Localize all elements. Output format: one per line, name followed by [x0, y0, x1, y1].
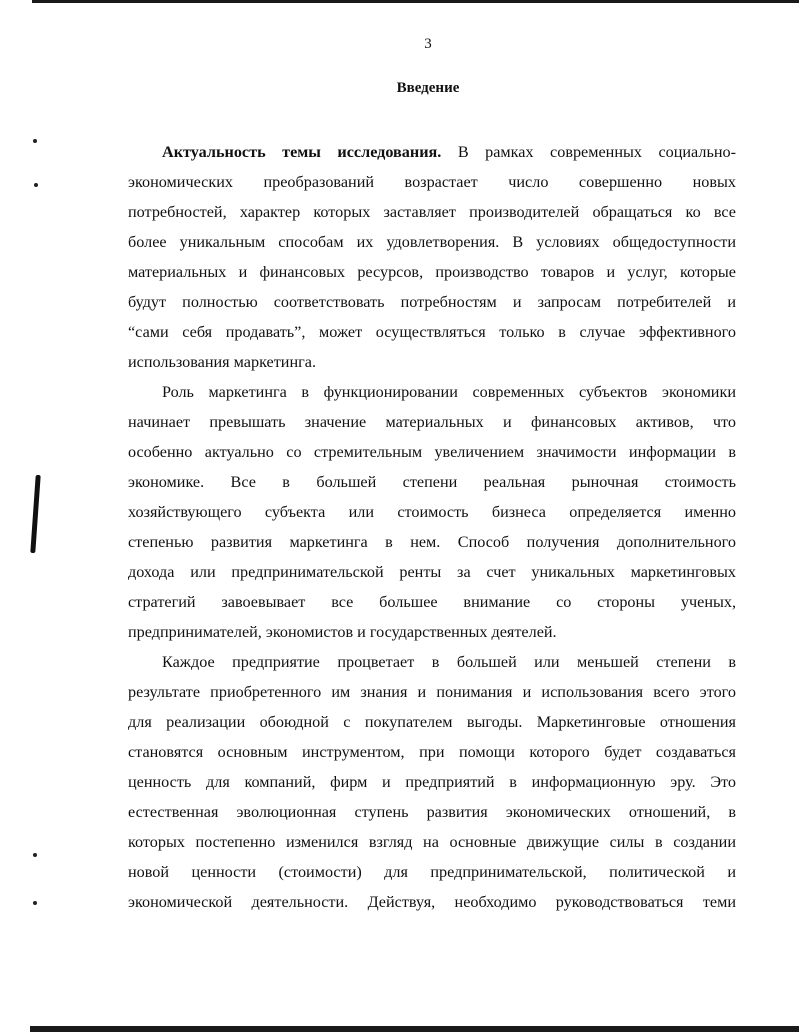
body-text — [128, 137, 736, 917]
text-line: ценность для компаний, фирм и предприятий в информационную эру. Это — [128, 773, 736, 791]
text-line: дохода или предпринимательской ренты за счет уникальных маркетинговых — [128, 563, 736, 581]
margin-dot — [33, 853, 37, 857]
text-line: степенью развития маркетинга в нем. Способ получения дополнительного — [128, 533, 736, 551]
text-line: результате приобретенного им знания и понимания и использования всего этого — [128, 683, 736, 701]
text-line: Роль маркетинга в функционировании современных субъектов экономики — [162, 383, 736, 401]
section-heading: Введение — [396, 80, 460, 96]
text-line-content: В рамках современных социально- — [441, 143, 736, 161]
text-line: потребностей, характер которых заставляет производителей обращаться ко все — [128, 203, 736, 221]
scan-bottom-border — [30, 1026, 799, 1032]
text-line: “сами себя продавать”, может осуществляться только в случае эффективного — [128, 323, 736, 341]
text-line: экономических преобразований возрастает число совершенно новых — [128, 173, 736, 191]
text-line: хозяйствующего субъекта или стоимость бизнеса определяется именно — [128, 503, 736, 521]
text-line: материальных и финансовых ресурсов, производство товаров и услуг, которые — [128, 263, 736, 281]
text-line: естественная эволюционная ступень развития экономических отношений, в — [128, 803, 736, 821]
text-line: стратегий завоевывает все большее внимание со стороны ученых, — [128, 593, 736, 611]
text-line: которых постепенно изменился взгляд на основные движущие силы в создании — [128, 833, 736, 851]
text-line: Каждое предприятие процветает в большей или меньшей степени в — [162, 653, 736, 671]
text-line — [128, 137, 736, 167]
scan-top-border — [32, 0, 799, 3]
margin-dot — [34, 183, 38, 187]
paragraph-lead-phrase: Актуальность темы исследования. — [162, 143, 442, 161]
text-line: будут полностью соответствовать потребностям и запросам потребителей и — [128, 293, 736, 311]
text-line: для реализации обоюдной с покупателем выгоды. Маркетинговые отношения — [128, 713, 736, 731]
text-line: начинает превышать значение материальных и финансовых активов, что — [128, 413, 736, 431]
margin-dot — [33, 901, 37, 905]
text-line: использования маркетинга. — [128, 353, 317, 371]
text-line: особенно актуально со стремительным увеличением значимости информации в — [128, 443, 736, 461]
margin-bar — [30, 475, 40, 553]
text-line: экономике. Все в большей степени реальная рыночная стоимость — [128, 473, 736, 491]
text-line: более уникальным способам их удовлетворения. В условиях общедоступности — [128, 233, 736, 251]
text-line: экономической деятельности. Действуя, необходимо руководствоваться теми — [128, 893, 736, 911]
text-line: становятся основным инструментом, при помощи которого будет создаваться — [128, 743, 736, 761]
margin-dot — [33, 139, 37, 143]
text-line: новой ценности (стоимости) для предпринимательской, политической и — [128, 863, 736, 881]
text-line: предпринимателей, экономистов и государственных деятелей. — [128, 623, 557, 641]
page-number: 3 — [424, 36, 432, 52]
